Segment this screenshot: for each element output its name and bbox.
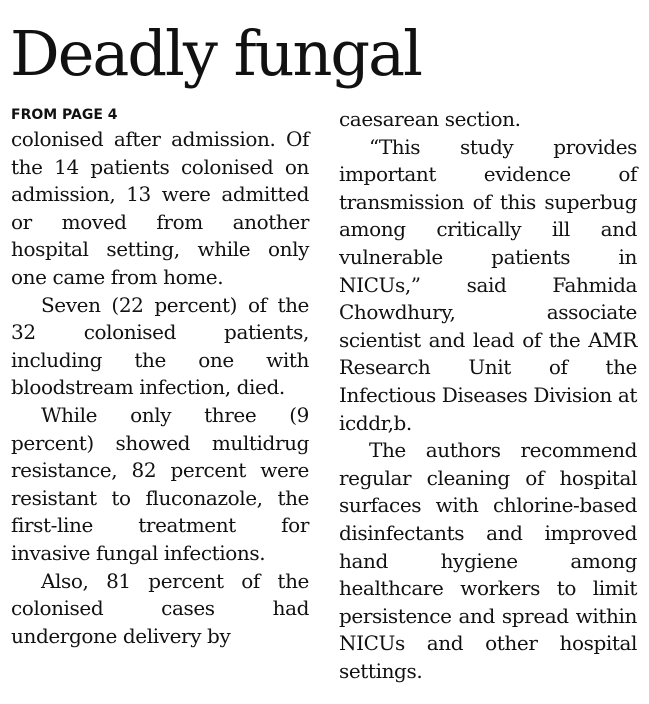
article-paragraph: Also, 81 percent of the colonised cases had undergone delivery by bbox=[11, 568, 309, 648]
article-paragraph: colonised after admission. Of the 14 patients colonised on admission, 13 were admitted or moved from another hospital setting, while only one came from home. bbox=[11, 127, 309, 289]
article-paragraph: caesarean section. bbox=[339, 107, 521, 131]
continuation-kicker: FROM PAGE 4 bbox=[11, 107, 118, 123]
article-paragraph: The authors recommend regular cleaning of hospital surfaces with chlorine-based disinfectants and improved hand hygiene among healthcare workers to limit persistence and spread within NICUs and other hospital settings. bbox=[339, 438, 637, 683]
article-column-left bbox=[11, 106, 309, 650]
article-paragraph: Seven (22 percent) of the 32 colonised patients, including the one with bloodstream infection, died. bbox=[11, 292, 309, 400]
article-column-right bbox=[339, 106, 637, 685]
headline: Deadly fungal bbox=[10, 17, 421, 90]
article-paragraph: “This study provides important evidence of transmission of this superbug among critically ill and vulnerable patients in NICUs,” said Fahmida Chowdhury, associate scientist and lead of the AMR Research Unit of the Infectious Diseases Division at icddr,b. bbox=[339, 134, 638, 435]
article-paragraph: While only three (9 percent) showed multidrug resistance, 82 percent were resistant to fluconazole, the first-line treatment for invasive fungal infections. bbox=[11, 402, 309, 565]
